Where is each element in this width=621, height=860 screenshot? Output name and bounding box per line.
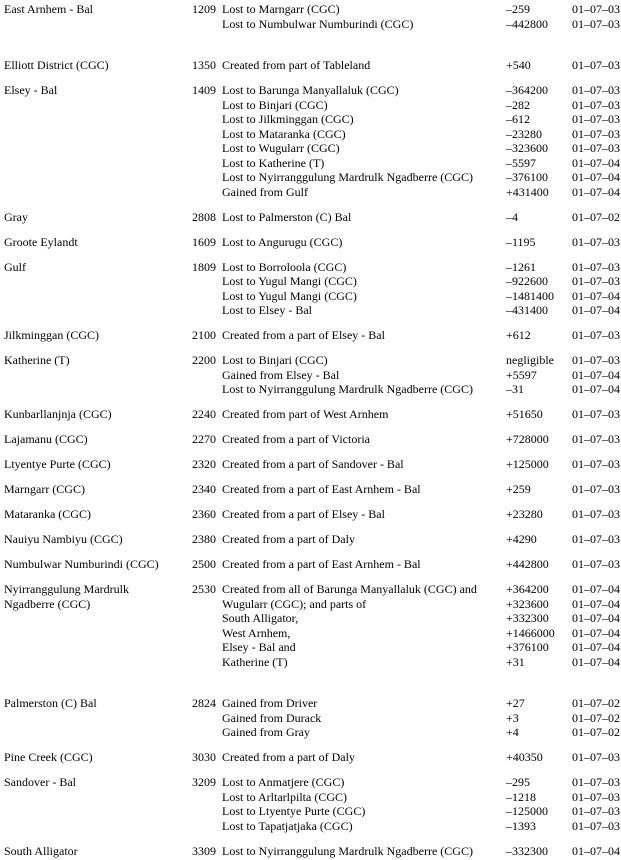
locality-name: East Arnhem - Bal xyxy=(4,2,93,16)
change-date: 01–07–04 xyxy=(572,288,620,303)
change-value: –31 xyxy=(506,382,524,396)
locality-code: 3209 xyxy=(192,775,216,789)
change-value: –431400 xyxy=(506,303,548,317)
locality-name: Ltyentye Purte (CGC) xyxy=(4,457,111,471)
locality-group xyxy=(4,2,621,31)
change-description: Lost to Barunga Manyallaluk (CGC) xyxy=(222,83,399,97)
change-row xyxy=(222,127,621,142)
entry-list xyxy=(222,482,621,497)
locality-group xyxy=(4,83,621,199)
entry-list xyxy=(222,260,621,318)
locality-group xyxy=(4,407,621,422)
change-row xyxy=(222,170,621,185)
locality-group-header xyxy=(4,58,222,73)
entry-list xyxy=(222,507,621,522)
change-date: 01–07–03 xyxy=(572,2,620,16)
locality-code: 2200 xyxy=(192,353,216,367)
locality-group-header xyxy=(4,844,222,859)
locality-group-header xyxy=(4,235,222,250)
entry-list xyxy=(222,557,621,572)
locality-name: Katherine (T) xyxy=(4,353,70,367)
change-row xyxy=(222,482,621,497)
change-date: 01–07–03 xyxy=(572,818,620,833)
locality-name: Jilkminggan (CGC) xyxy=(4,328,99,342)
change-row xyxy=(222,98,621,113)
locality-name: Sandover - Bal xyxy=(4,775,76,789)
change-description: Lost to Katherine (T) xyxy=(222,155,325,170)
change-row xyxy=(222,382,621,397)
locality-group xyxy=(4,507,621,522)
change-row xyxy=(222,235,621,250)
change-row xyxy=(222,58,621,73)
change-description: Created from a part of Sandover - Bal xyxy=(222,457,404,471)
change-description: Lost to Angurugu (CGC) xyxy=(222,234,343,249)
change-row xyxy=(222,185,621,200)
change-row xyxy=(222,640,621,655)
locality-group-header xyxy=(4,482,222,497)
locality-name: Pine Creek (CGC) xyxy=(4,750,93,764)
locality-code: 2320 xyxy=(192,457,216,471)
change-description: Lost to Numbulwar Numburindi (CGC) xyxy=(222,16,414,31)
change-date: 01–07–04 xyxy=(572,170,620,184)
locality-name: Gray xyxy=(4,209,28,224)
change-row xyxy=(222,790,621,805)
change-date: 01–07–04 xyxy=(572,654,620,669)
change-description: Created from a part of Daly xyxy=(222,750,355,764)
change-description: South Alligator, xyxy=(222,611,299,625)
change-date: 01–07–04 xyxy=(572,596,620,611)
locality-group-header xyxy=(4,750,222,765)
locality-code: 3030 xyxy=(192,750,216,764)
change-value: –295 xyxy=(506,775,530,789)
locality-code: 2240 xyxy=(192,407,216,421)
change-date: 01–07–04 xyxy=(572,303,620,317)
change-row xyxy=(222,457,621,472)
locality-group-header xyxy=(4,353,222,368)
change-value: –259 xyxy=(506,2,530,16)
change-date: 01–07–02 xyxy=(572,710,620,725)
change-date: 01–07–03 xyxy=(572,775,620,789)
change-value: –612 xyxy=(506,112,530,126)
entry-list xyxy=(222,582,621,669)
change-value: –1481400 xyxy=(506,288,554,303)
change-value: –5597 xyxy=(506,155,536,170)
locality-group-header xyxy=(4,432,222,447)
change-row xyxy=(222,303,621,318)
change-date: 01–07–03 xyxy=(572,532,620,546)
entry-list xyxy=(222,696,621,740)
change-row xyxy=(222,2,621,17)
change-date: 01–07–03 xyxy=(572,482,620,496)
locality-name: Lajamanu (CGC) xyxy=(4,432,88,446)
change-description: West Arnhem, xyxy=(222,625,291,640)
locality-name: Groote Eylandt xyxy=(4,234,78,249)
locality-name: Elsey - Bal xyxy=(4,83,58,97)
change-description: Lost to Arltarlpilta (CGC) xyxy=(222,789,347,804)
change-description: Gained from Gray xyxy=(222,725,310,739)
change-description: Lost to Binjari (CGC) xyxy=(222,97,328,112)
entry-list xyxy=(222,532,621,547)
locality-name: Nauiyu Nambiyu (CGC) xyxy=(4,532,123,546)
change-description: Elsey - Bal and xyxy=(222,640,296,654)
change-row xyxy=(222,112,621,127)
change-date: 01–07–04 xyxy=(572,611,620,625)
change-date: 01–07–02 xyxy=(572,725,620,739)
change-description: Lost to Anmatjere (CGC) xyxy=(222,775,345,789)
locality-code: 3309 xyxy=(192,843,216,858)
change-value: +332300 xyxy=(506,611,549,625)
change-value: –1261 xyxy=(506,259,536,274)
change-row xyxy=(222,353,621,368)
locality-group xyxy=(4,482,621,497)
entry-list xyxy=(222,844,621,859)
change-description: Lost to Marngarr (CGC) xyxy=(222,2,340,16)
change-date: 01–07–03 xyxy=(572,234,620,249)
change-value: +612 xyxy=(506,328,531,342)
locality-code: 2340 xyxy=(192,482,216,496)
change-description: Created from part of West Arnhem xyxy=(222,407,389,421)
change-description: Lost to Wugularr (CGC) xyxy=(222,141,340,155)
change-value: +4290 xyxy=(506,532,537,546)
change-description: Created from a part of Elsey - Bal xyxy=(222,507,385,521)
change-description: Katherine (T) xyxy=(222,654,288,669)
change-date: 01–07–04 xyxy=(572,625,620,640)
locality-code: 1609 xyxy=(192,234,216,249)
change-date: 01–07–03 xyxy=(572,259,620,274)
change-row xyxy=(222,775,621,790)
locality-code: 2270 xyxy=(192,432,216,446)
change-date: 01–07–03 xyxy=(572,457,620,471)
change-row xyxy=(222,696,621,711)
change-description: Lost to Mataranka (CGC) xyxy=(222,126,346,141)
change-value: +5597 xyxy=(506,367,537,382)
change-row xyxy=(222,626,621,641)
change-value: +323600 xyxy=(506,596,549,611)
locality-group-header xyxy=(4,582,222,611)
change-description: Lost to Yugul Mangi (CGC) xyxy=(222,288,357,303)
locality-name: Marngarr (CGC) xyxy=(4,482,85,496)
change-row xyxy=(222,432,621,447)
locality-name: Mataranka (CGC) xyxy=(4,507,91,521)
entry-list xyxy=(222,407,621,422)
change-date: 01–07–03 xyxy=(572,126,620,141)
entry-list xyxy=(222,235,621,250)
change-row xyxy=(222,750,621,765)
change-date: 01–07–04 xyxy=(572,155,620,170)
change-date: 01–07–03 xyxy=(572,97,620,112)
entry-list xyxy=(222,750,621,765)
change-description: Created from part of Tableland xyxy=(222,58,371,72)
locality-group xyxy=(4,582,621,669)
entry-list xyxy=(222,210,621,225)
change-row xyxy=(222,597,621,612)
entry-list xyxy=(222,775,621,833)
change-date: 01–07–04 xyxy=(572,184,620,199)
change-row xyxy=(222,328,621,343)
locality-group-header xyxy=(4,557,222,572)
locality-code: 1209 xyxy=(192,2,216,16)
change-date: 01–07–03 xyxy=(572,112,620,126)
entry-list xyxy=(222,2,621,31)
locality-group-header xyxy=(4,260,222,275)
change-value: +540 xyxy=(506,58,531,72)
locality-code: 2100 xyxy=(192,328,216,342)
change-value: –23280 xyxy=(506,126,542,141)
change-date: 01–07–04 xyxy=(572,382,620,396)
locality-group-header xyxy=(4,407,222,422)
locality-group-header xyxy=(4,532,222,547)
change-description: Lost to Ltyentye Purte (CGC) xyxy=(222,804,366,818)
change-value: –282 xyxy=(506,97,530,112)
locality-name: Elliott District (CGC) xyxy=(4,58,109,72)
change-row xyxy=(222,711,621,726)
locality-name: Gulf xyxy=(4,259,26,274)
change-date: 01–07–03 xyxy=(572,507,620,521)
change-row xyxy=(222,274,621,289)
change-date: 01–07–04 xyxy=(572,582,620,596)
change-row xyxy=(222,655,621,670)
locality-group xyxy=(4,58,621,73)
change-value: +728000 xyxy=(506,432,549,446)
locality-group xyxy=(4,432,621,447)
entry-list xyxy=(222,353,621,397)
change-row xyxy=(222,407,621,422)
change-description: Lost to Yugul Mangi (CGC) xyxy=(222,274,357,288)
locality-code: 2530 xyxy=(192,582,216,596)
change-row xyxy=(222,289,621,304)
change-row xyxy=(222,368,621,383)
change-value: +376100 xyxy=(506,640,549,654)
change-description: Lost to Jilkminggan (CGC) xyxy=(222,112,354,126)
locality-group-header xyxy=(4,775,222,790)
change-row xyxy=(222,557,621,572)
locality-group xyxy=(4,844,621,859)
locality-group xyxy=(4,532,621,547)
change-description: Gained from Elsey - Bal xyxy=(222,367,340,382)
change-date: 01–07–02 xyxy=(572,209,620,224)
change-date: 01–07–02 xyxy=(572,696,620,710)
locality-group xyxy=(4,750,621,765)
change-row xyxy=(222,582,621,597)
locality-code: 2380 xyxy=(192,532,216,546)
change-date: 01–07–03 xyxy=(572,16,620,31)
change-date: 01–07–03 xyxy=(572,274,620,288)
change-value: +431400 xyxy=(506,184,549,199)
change-value: +125000 xyxy=(506,457,549,471)
change-value: –125000 xyxy=(506,804,548,818)
change-row xyxy=(222,532,621,547)
change-date: 01–07–03 xyxy=(572,83,620,97)
locality-group xyxy=(4,775,621,833)
locality-code: 1350 xyxy=(192,58,216,72)
change-description: Created from a part of East Arnhem - Bal xyxy=(222,482,421,496)
change-description: Lost to Nyirranggulung Mardrulk Ngadberre (CGC) xyxy=(222,170,473,184)
change-value: –376100 xyxy=(506,170,548,184)
entry-list xyxy=(222,457,621,472)
locality-group xyxy=(4,457,621,472)
change-date: 01–07–03 xyxy=(572,750,620,764)
locality-name: South Alligator xyxy=(4,843,78,858)
change-value: +31 xyxy=(506,654,525,669)
change-description: Lost to Nyirranggulung Mardrulk Ngadberre (CGC) xyxy=(222,843,473,858)
change-value: +259 xyxy=(506,482,531,496)
change-description: Gained from Durack xyxy=(222,710,322,725)
change-value: +27 xyxy=(506,696,525,710)
change-date: 01–07–03 xyxy=(572,557,620,571)
locality-group-header xyxy=(4,2,222,17)
change-description: Lost to Tapatjatjaka (CGC) xyxy=(222,818,353,833)
change-value: –442800 xyxy=(506,16,548,31)
change-value: +364200 xyxy=(506,582,549,596)
locality-group-header xyxy=(4,83,222,98)
change-date: 01–07–03 xyxy=(572,407,620,421)
locality-code: 1809 xyxy=(192,259,216,274)
entry-list xyxy=(222,83,621,199)
change-value: –323600 xyxy=(506,141,548,155)
change-row xyxy=(222,156,621,171)
change-row xyxy=(222,260,621,275)
change-value: +4 xyxy=(506,725,519,739)
locality-group xyxy=(4,235,621,250)
change-description: Created from a part of East Arnhem - Bal xyxy=(222,557,421,571)
change-value: –922600 xyxy=(506,274,548,288)
change-value: negligible xyxy=(506,353,554,367)
locality-name: Palmerston (C) Bal xyxy=(4,696,97,710)
locality-group xyxy=(4,353,621,397)
change-description: Gained from Driver xyxy=(222,696,318,710)
change-row xyxy=(222,17,621,32)
change-row xyxy=(222,210,621,225)
locality-code: 2500 xyxy=(192,557,216,571)
change-value: +51650 xyxy=(506,407,543,421)
change-description: Lost to Elsey - Bal xyxy=(222,303,312,317)
locality-code: 1409 xyxy=(192,83,216,97)
change-row xyxy=(222,819,621,834)
change-date: 01–07–04 xyxy=(572,367,620,382)
change-date: 01–07–04 xyxy=(572,843,620,858)
locality-group-header xyxy=(4,328,222,343)
locality-name: Nyirranggulung Mardrulk Ngadberre (CGC) xyxy=(4,582,129,611)
change-value: –1195 xyxy=(506,234,536,249)
change-date: 01–07–03 xyxy=(572,353,620,367)
locality-group xyxy=(4,557,621,572)
locality-group-header xyxy=(4,210,222,225)
change-date: 01–07–03 xyxy=(572,804,620,818)
change-description: Wugularr (CGC); and parts of xyxy=(222,596,367,611)
change-row xyxy=(222,141,621,156)
locality-group xyxy=(4,210,621,225)
change-value: –4 xyxy=(506,209,518,224)
entry-list xyxy=(222,328,621,343)
locality-name: Numbulwar Numburindi (CGC) xyxy=(4,557,159,571)
change-date: 01–07–03 xyxy=(572,58,620,72)
change-value: +23280 xyxy=(506,507,543,521)
locality-code: 2360 xyxy=(192,507,216,521)
change-date: 01–07–03 xyxy=(572,789,620,804)
change-date: 01–07–04 xyxy=(572,640,620,654)
change-description: Lost to Binjari (CGC) xyxy=(222,353,328,367)
change-description: Created from a part of Victoria xyxy=(222,432,370,446)
change-value: –1393 xyxy=(506,818,536,833)
change-value: +1466000 xyxy=(506,625,555,640)
locality-group-header xyxy=(4,507,222,522)
change-value: +3 xyxy=(506,710,519,725)
change-description: Created from all of Barunga Manyallaluk (CGC) and xyxy=(222,582,477,596)
change-description: Lost to Palmerston (C) Bal xyxy=(222,209,352,224)
change-value: +40350 xyxy=(506,750,543,764)
change-value: –364200 xyxy=(506,83,548,97)
change-row xyxy=(222,507,621,522)
locality-group xyxy=(4,328,621,343)
change-value: –332300 xyxy=(506,843,548,858)
change-date: 01–07–03 xyxy=(572,141,620,155)
change-description: Created from a part of Daly xyxy=(222,532,355,546)
change-description: Gained from Gulf xyxy=(222,184,308,199)
locality-code: 2808 xyxy=(192,209,216,224)
change-description: Lost to Nyirranggulung Mardrulk Ngadberre (CGC) xyxy=(222,382,473,396)
entry-list xyxy=(222,432,621,447)
change-row xyxy=(222,611,621,626)
change-value: –1218 xyxy=(506,789,536,804)
locality-code: 2824 xyxy=(192,696,216,710)
change-description: Created from a part of Elsey - Bal xyxy=(222,328,385,342)
change-description: Lost to Borroloola (CGC) xyxy=(222,259,347,274)
change-row xyxy=(222,804,621,819)
change-date: 01–07–03 xyxy=(572,328,620,342)
locality-group xyxy=(4,260,621,318)
change-row xyxy=(222,844,621,859)
locality-group xyxy=(4,696,621,740)
locality-group-header xyxy=(4,696,222,711)
change-date: 01–07–03 xyxy=(572,432,620,446)
locality-name: Kunbarllanjnja (CGC) xyxy=(4,407,112,421)
change-row xyxy=(222,83,621,98)
locality-group-header xyxy=(4,457,222,472)
change-row xyxy=(222,725,621,740)
change-value: +442800 xyxy=(506,557,549,571)
entry-list xyxy=(222,58,621,73)
